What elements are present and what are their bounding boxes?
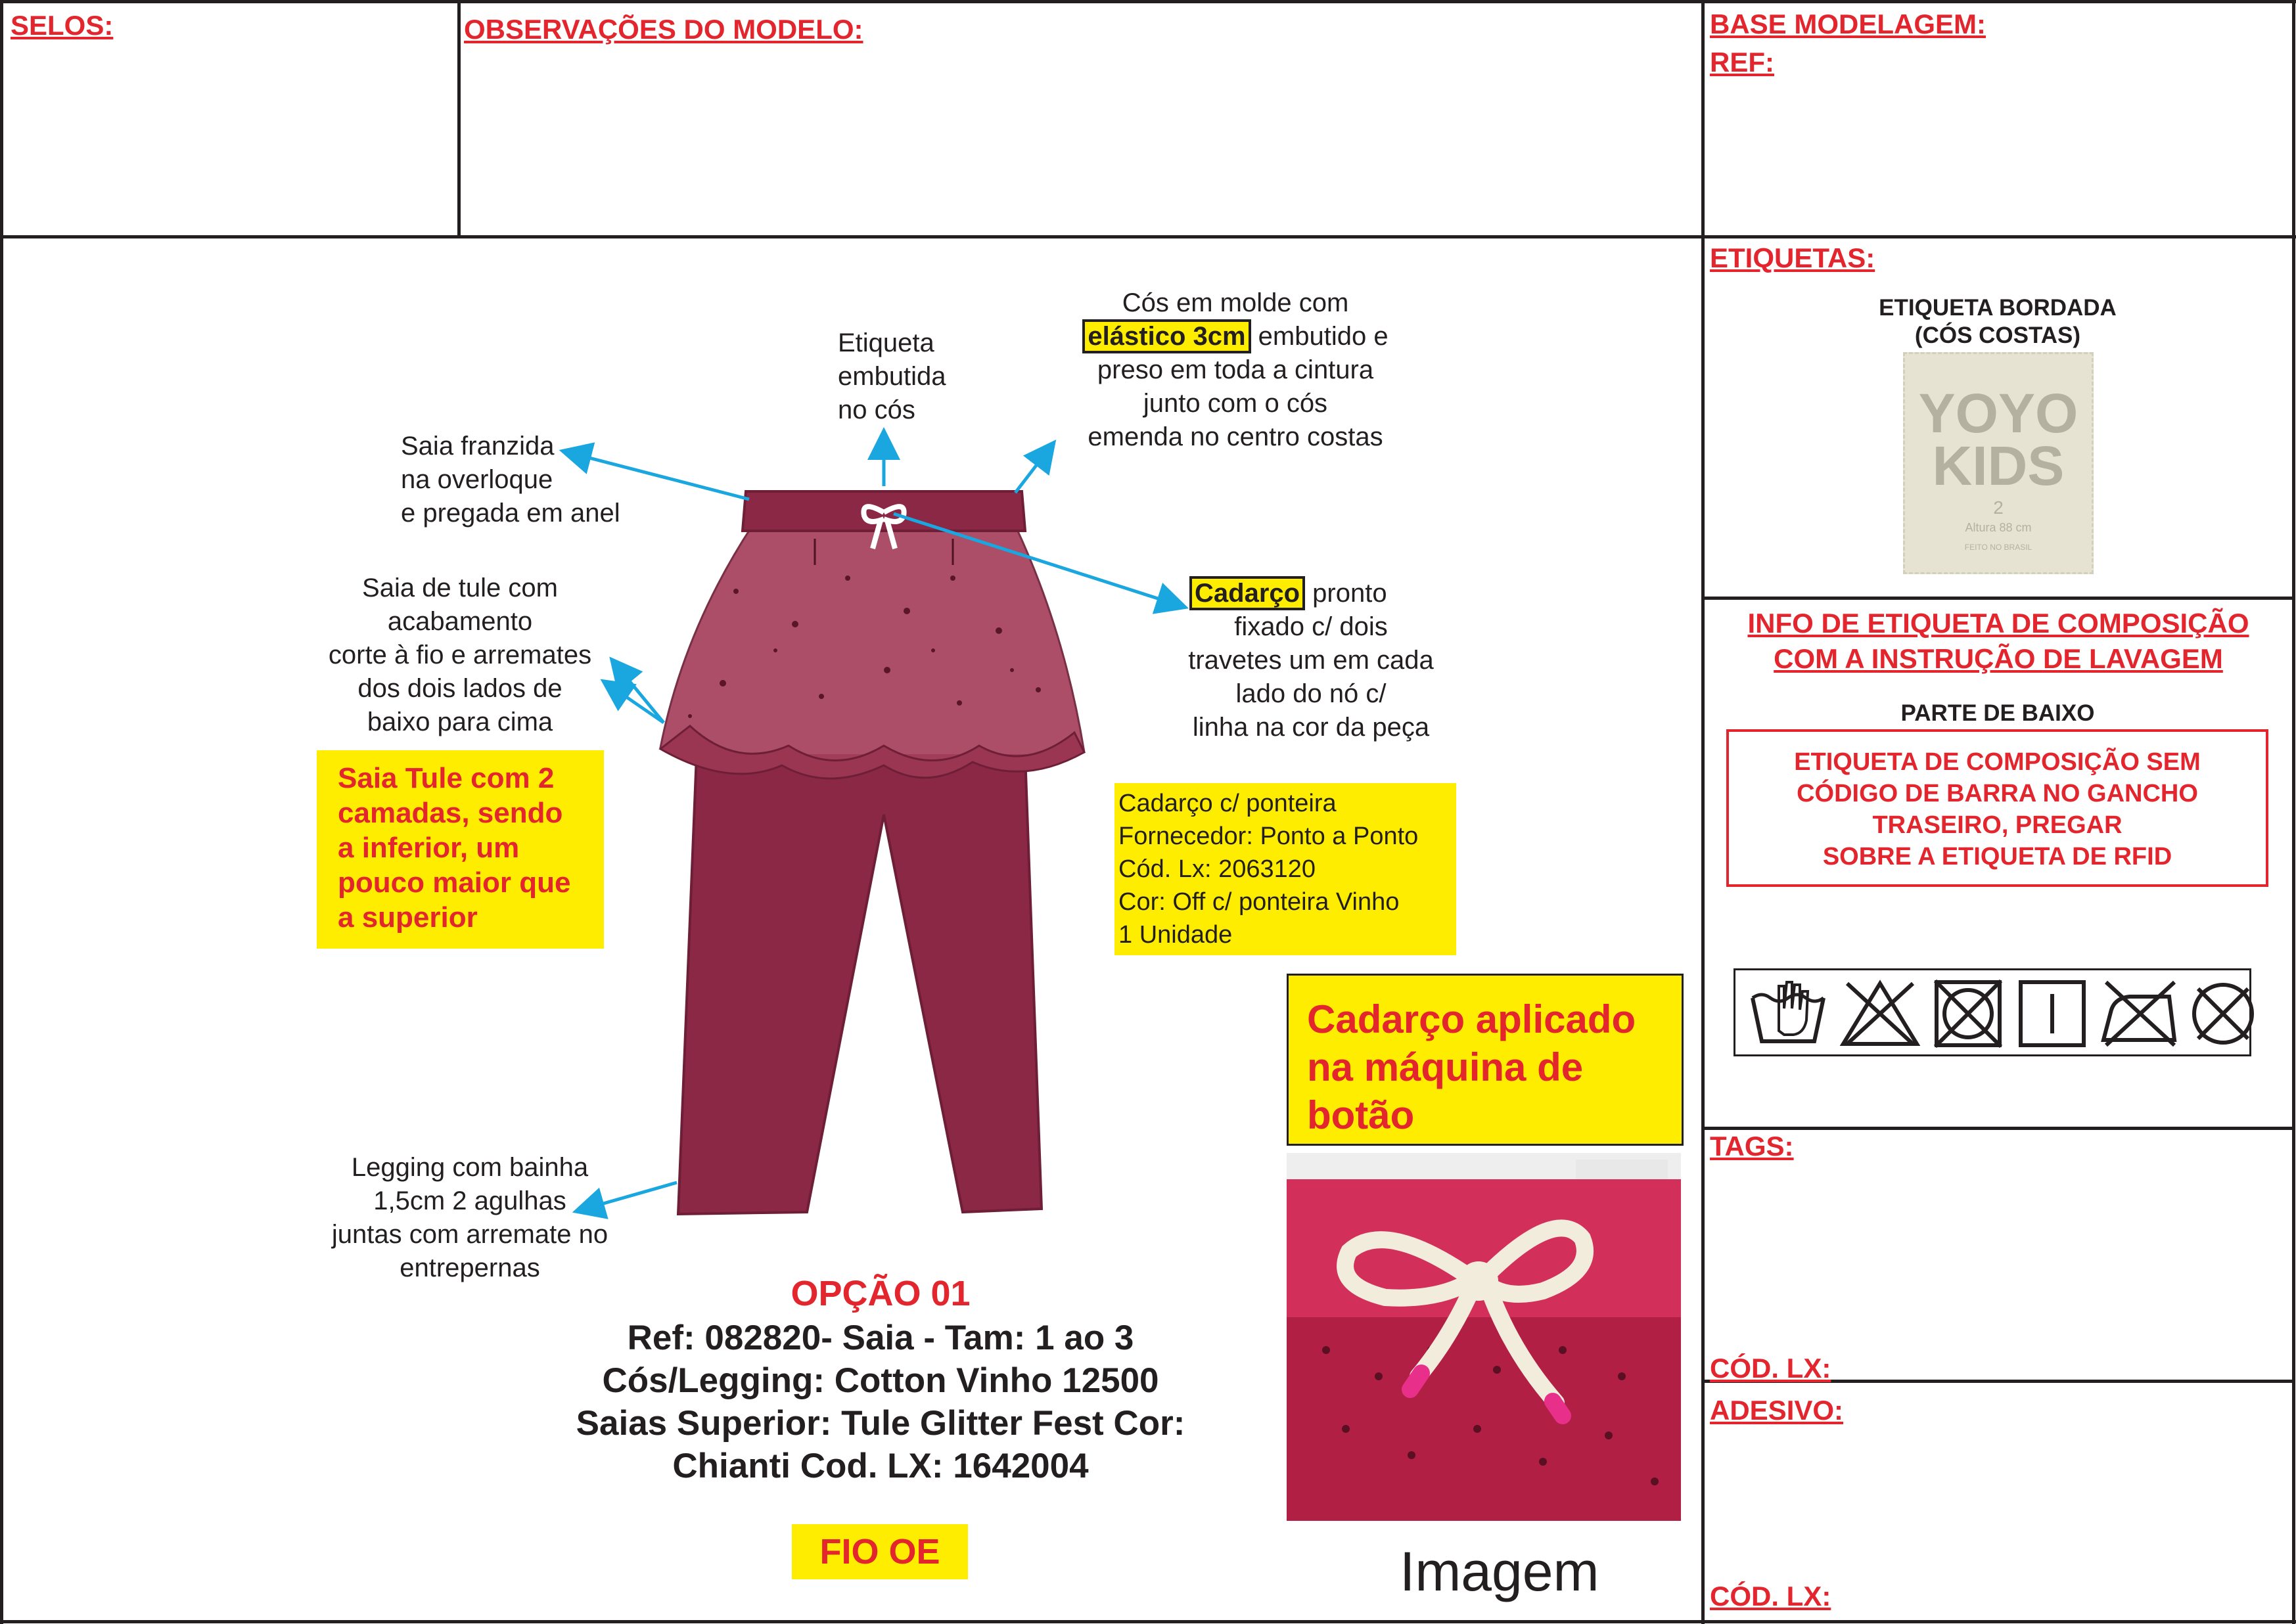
- option-label: OPÇÃO 01: [791, 1274, 971, 1313]
- cos-note-line: junto com o cós: [1143, 389, 1328, 418]
- cadarco-note-line: linha na cor da peça: [1192, 713, 1430, 742]
- label-height: Altura 88 cm: [1965, 521, 2032, 534]
- camadas-line: pouco maior que: [338, 867, 571, 899]
- composicao-box-line1: ETIQUETA DE COMPOSIÇÃO SEM: [1794, 748, 2201, 776]
- cadarco-note-line: travetes um em cada: [1188, 646, 1434, 675]
- legging-line: juntas com arremate no: [331, 1220, 608, 1249]
- saia-franzida-note: [401, 430, 620, 530]
- saia-tule-line: baixo para cima: [367, 708, 553, 736]
- label-size: 2: [1993, 497, 2004, 518]
- saia-franzida-line: na overloque: [401, 465, 553, 494]
- product-line: Ref: 082820- Saia - Tam: 1 ao 3: [627, 1319, 1134, 1357]
- cos-note-line: emenda no centro costas: [1088, 422, 1383, 451]
- tulle-skirt: [660, 526, 1084, 769]
- cos-note-line-highlight: [1051, 320, 1419, 353]
- tags-label: TAGS:: [1710, 1131, 1794, 1162]
- cadarco-spec-line: Cadarço c/ ponteira: [1118, 790, 1337, 817]
- etiqueta-bordada-line1: ETIQUETA BORDADA: [1879, 295, 2117, 321]
- cadarco-spec-line: Fornecedor: Ponto a Ponto: [1118, 823, 1419, 850]
- cos-note: [1051, 286, 1419, 454]
- saia-tule-line: corte à fio e arremates: [328, 641, 592, 669]
- adesivo-label: ADESIVO:: [1710, 1395, 1844, 1426]
- cadarco-note-line: fixado c/ dois: [1234, 612, 1388, 641]
- cadarco-aplicado-line: na máquina de: [1307, 1045, 1584, 1089]
- info-composicao-line1: INFO DE ETIQUETA DE COMPOSIÇÃO: [1747, 608, 2249, 639]
- cadarco-aplicado-line: botão: [1307, 1093, 1415, 1137]
- cadarco-highlight: Cadarço: [1189, 576, 1305, 610]
- legging: [678, 756, 1042, 1214]
- legging-line: 1,5cm 2 agulhas: [373, 1186, 566, 1215]
- camadas-line: Saia Tule com 2: [338, 762, 555, 794]
- product-line: Saias Superior: Tule Glitter Fest Cor:: [576, 1404, 1185, 1443]
- cod-lx-label-2: CÓD. LX:: [1710, 1581, 1831, 1612]
- saia-franzida-line: Saia franzida: [401, 432, 555, 461]
- camadas-line: camadas, sendo: [338, 797, 563, 829]
- saia-tule-line: Saia de tule com: [362, 574, 558, 602]
- info-composicao-line2: COM A INSTRUÇÃO DE LAVAGEM: [1774, 643, 2223, 674]
- etiqueta-note-line: no cós: [838, 395, 915, 424]
- etiqueta-note-line: Etiqueta: [838, 328, 934, 357]
- label-brand-line2: KIDS: [1932, 435, 2065, 497]
- parte-de-baixo-label: PARTE DE BAIXO: [1900, 700, 2095, 726]
- cos-note-line: Cós em molde com: [1122, 288, 1349, 317]
- cos-note-line: embutido e: [1251, 322, 1389, 351]
- cadarco-aplicado-box: [1287, 974, 1684, 1146]
- arrow-cos: [1015, 450, 1048, 493]
- product-line: Chianti Cod. LX: 1642004: [672, 1447, 1089, 1485]
- etiquetas-label: ETIQUETAS:: [1710, 242, 1875, 273]
- composicao-box-line4: SOBRE A ETIQUETA DE RFID: [1822, 843, 2172, 870]
- etiqueta-note: [838, 327, 946, 427]
- fio-box: FIO OE: [792, 1524, 968, 1579]
- label-brand-line1: YOYO: [1918, 382, 2078, 444]
- composicao-box-line2: CÓDIGO DE BARRA NO GANCHO: [1797, 780, 2198, 807]
- cadarco-spec-line: Cor: Off c/ ponteira Vinho: [1118, 888, 1400, 916]
- product-description: [486, 1317, 1275, 1487]
- legging-line: entrepernas: [400, 1253, 540, 1282]
- etiqueta-bordada-line2: (CÓS COSTAS): [1914, 323, 2081, 348]
- cod-lx-label-1: CÓD. LX:: [1710, 1353, 1831, 1384]
- product-line: Cós/Legging: Cotton Vinho 12500: [602, 1361, 1159, 1400]
- cadarco-spec-line: 1 Unidade: [1118, 921, 1233, 949]
- observacoes-label: OBSERVAÇÕES DO MODELO:: [464, 14, 863, 45]
- cadarco-note-line: pronto: [1305, 579, 1387, 608]
- legging-note: [309, 1151, 631, 1285]
- imagem-label: Imagem: [1400, 1541, 1599, 1602]
- reference-photo: [1287, 1153, 1681, 1521]
- ref-label: REF:: [1710, 47, 1774, 78]
- cadarco-note-line: lado do nó c/: [1235, 679, 1387, 708]
- camadas-line: a inferior, um: [338, 832, 520, 864]
- saia-franzida-line: e pregada em anel: [401, 499, 620, 528]
- label-origin: FEITO NO BRASIL: [1964, 543, 2032, 552]
- legging-line: Legging com bainha: [351, 1153, 589, 1182]
- saia-tule-line: acabamento: [387, 607, 533, 636]
- composicao-box-line3: TRASEIRO, PREGAR: [1872, 811, 2123, 839]
- cos-note-line: preso em toda a cintura: [1097, 355, 1374, 384]
- elastico-highlight: elástico 3cm: [1082, 319, 1251, 353]
- saia-tule-camadas-box: [317, 750, 604, 949]
- cadarco-spec-box: [1114, 783, 1456, 955]
- cadarco-note-first: [1189, 577, 1465, 610]
- etiqueta-note-line: embutida: [838, 362, 946, 391]
- selos-label: SELOS:: [11, 10, 114, 41]
- saia-tule-line: dos dois lados de: [357, 674, 563, 703]
- cadarco-note: [1157, 577, 1465, 744]
- saia-tule-note: [309, 572, 611, 739]
- base-modelagem-label: BASE MODELAGEM:: [1710, 9, 1986, 39]
- camadas-line: a superior: [338, 901, 478, 934]
- cadarco-aplicado-line: Cadarço aplicado: [1307, 997, 1636, 1041]
- cadarco-spec-line: Cód. Lx: 2063120: [1118, 855, 1316, 883]
